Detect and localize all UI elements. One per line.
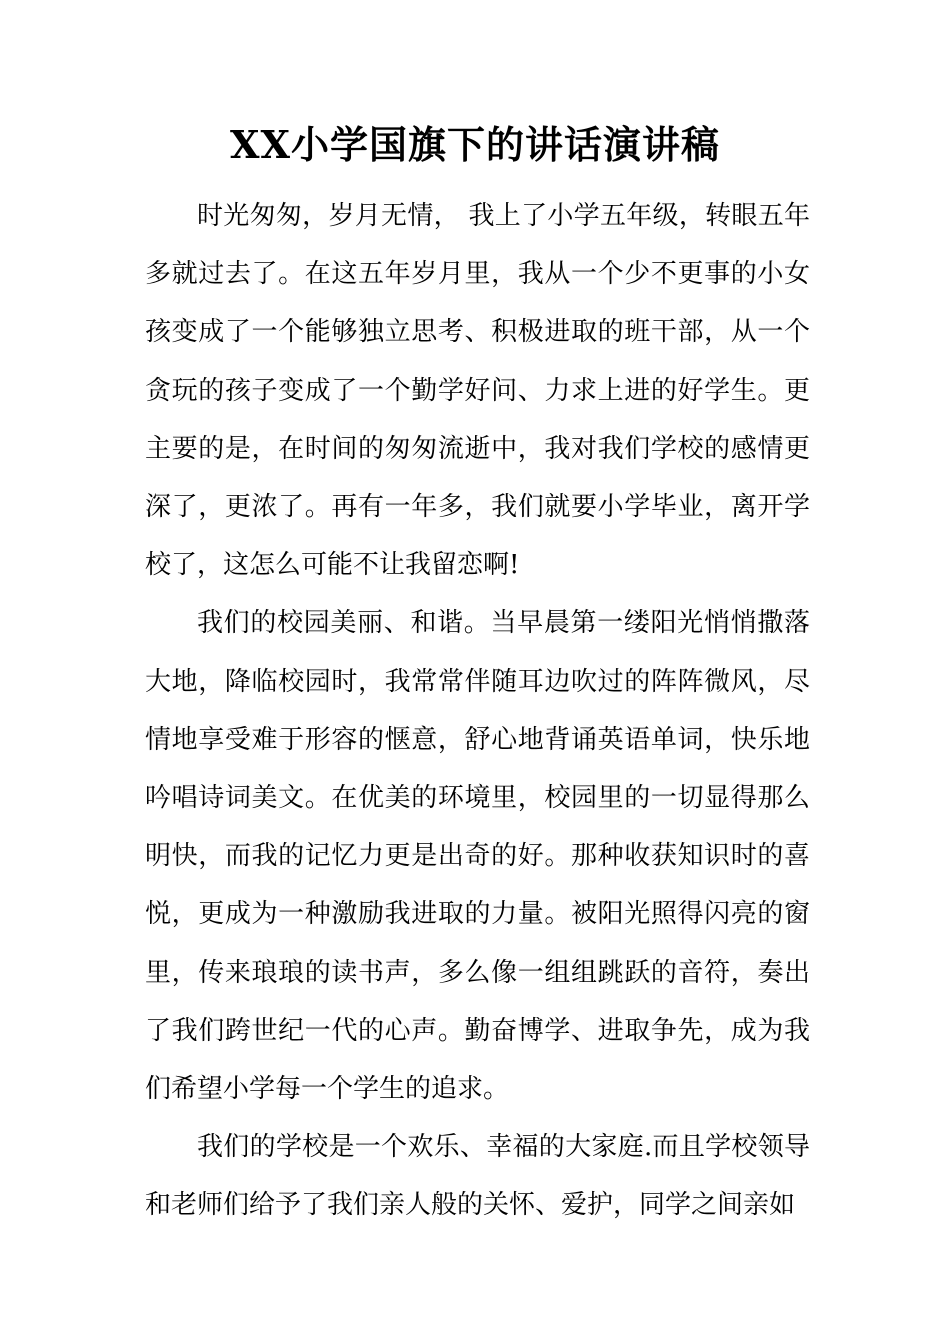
paragraph: 我们的校园美丽、和谐。当早晨第一缕阳光悄悄撒落大地，降临校园时，我常常伴随耳边吹过的阵阵微风，尽情地享受难于形容的惬意，舒心地背诵英语单词，快乐地吟唱诗词美文。在优美的环境里，校园里的一切显得那么明快，而我的记忆力更是出奇的好。那种收获知识时的喜悦，更成为一种激励我进取的力量。被阳光照得闪亮的窗里，传来琅琅的读书声，多么像一组组跳跃的音符，奏出了我们跨世纪一代的心声。勤奋博学、进取争先，成为我们希望小学每一个学生的追求。: [145, 608, 810, 1105]
paragraph: 我们的学校是一个欢乐、幸福的大家庭.而且学校领导和老师们给予了我们亲人般的关怀、爱护，同学之间亲如: [145, 1132, 810, 1221]
document-title: XX小学国旗下的讲话演讲稿: [230, 122, 720, 167]
paragraph: 时光匆匆，岁月无情， 我上了小学五年级，转眼五年多就过去了。在这五年岁月里，我从一个少不更事的小女孩变成了一个能够独立思考、积极进取的班干部，从一个贪玩的孩子变成了一个勤学好问、力求上进的好学生。更主要的是，在时间的匆匆流逝中，我对我们学校的感情更深了，更浓了。再有一年多，我们就要小学毕业，离开学校了，这怎么可能不让我留恋啊!: [145, 201, 810, 581]
document-body: [145, 187, 810, 1235]
